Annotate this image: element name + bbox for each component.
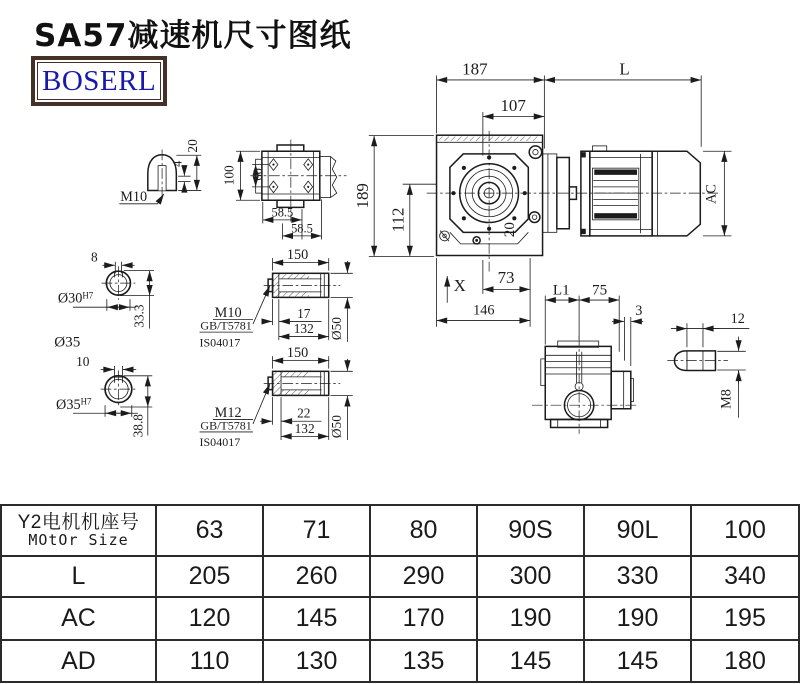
row-label: AD (1, 640, 156, 682)
table-cell: 100 (691, 505, 799, 556)
dim-146: 146 (473, 302, 495, 319)
table-cell: 145 (263, 597, 370, 640)
dim-75: 75 (592, 282, 608, 299)
std-gbt5781-a: GB/T5781 (200, 318, 252, 333)
thread-label-m12: M12 (214, 404, 242, 421)
row-label: L (1, 556, 156, 597)
table-row-AC (1, 597, 799, 640)
motor-size-header-cell (1, 505, 156, 556)
dim-X: X (453, 276, 466, 296)
dim-150-a: 150 (286, 247, 309, 264)
page-title: SA57减速机尺寸图纸 (34, 18, 352, 54)
table-cell: 130 (263, 640, 370, 682)
table-cell: 330 (584, 556, 691, 597)
table-cell: 190 (477, 597, 584, 640)
table-row-L (1, 556, 799, 597)
table-cell: 170 (370, 597, 477, 640)
dim-bore-30: $Ø30^{H7}$ (57, 290, 94, 307)
gearbox-front-view (532, 283, 643, 434)
table-cell: 110 (156, 640, 263, 682)
shaft-side-view-m10 (200, 247, 353, 349)
table-cell: 120 (156, 597, 263, 640)
dim-33-3: 33.3 (131, 304, 147, 328)
table-cell: 290 (370, 556, 477, 597)
table-cell: 205 (156, 556, 263, 597)
dim-od-50-a: Ø50 (329, 317, 345, 341)
table-cell: 135 (370, 640, 477, 682)
dim-58-5-a: 58.5 (271, 205, 294, 220)
dim-4: 4 (170, 160, 185, 167)
dim-60: 60 (250, 168, 265, 181)
shaft-tip-detail (667, 311, 749, 417)
table-cell: 145 (584, 640, 691, 682)
table-cell: 195 (691, 597, 799, 640)
row-label: AC (1, 597, 156, 640)
table-cell: 90S (477, 505, 584, 556)
dim-key-10: 10 (76, 353, 90, 369)
std-iso4017-a: IS04017 (199, 335, 241, 350)
table-header-row (1, 505, 799, 556)
table-cell: 80 (370, 505, 477, 556)
dim-M8: M8 (718, 389, 735, 409)
table-cell: 260 (263, 556, 370, 597)
std-iso4017-b: IS04017 (199, 435, 241, 450)
logo-text: BOSERL (42, 65, 157, 97)
dim-132-a: 132 (293, 321, 314, 337)
table-cell: 63 (156, 505, 263, 556)
dim-od-50-b: Ø50 (329, 415, 345, 439)
dim-150-b: 150 (286, 345, 309, 362)
thread-plug-detail (119, 139, 201, 205)
table-cell: 190 (584, 597, 691, 640)
motor-size-table (0, 504, 800, 683)
dim-187: 187 (462, 59, 488, 79)
dim-L: L (619, 59, 630, 79)
dim-22: 22 (297, 405, 311, 421)
std-gbt5781-b: GB/T5781 (200, 418, 252, 433)
table-cell: 145 (477, 640, 584, 682)
dim-od-35: Ø35 (54, 334, 81, 351)
header-en: MOtOr Size (28, 530, 129, 549)
dim-20-plug: 20 (184, 139, 200, 153)
dim-58-5-b: 58.5 (291, 221, 313, 236)
dim-38-8: 38.8 (130, 413, 146, 438)
header-cn: Y2电机机座号 (17, 511, 140, 533)
dim-key-8: 8 (91, 249, 98, 265)
dim-112: 112 (388, 207, 408, 233)
dim-17: 17 (297, 305, 311, 321)
gearmotor-side-view (353, 60, 732, 327)
dim-m10-label: M10 (120, 189, 148, 206)
dim-189: 189 (352, 183, 372, 209)
thread-label-m10: M10 (214, 304, 242, 321)
table-cell: 300 (477, 556, 584, 597)
dim-AC: AC (703, 184, 720, 204)
table-cell: 71 (263, 505, 370, 556)
dim-L1: L1 (552, 282, 570, 299)
bore-section-30 (54, 250, 154, 351)
dim-12: 12 (730, 311, 745, 328)
housing-top-view (221, 140, 346, 240)
table-cell: 180 (691, 640, 799, 682)
technical-drawing (0, 55, 800, 505)
dim-bore-35: $Ø35^{H7}$ (56, 396, 92, 413)
shaft-side-view-m12 (200, 345, 353, 449)
dim-20-main: 20 (502, 222, 519, 238)
dim-100: 100 (221, 165, 237, 186)
bore-section-35 (56, 354, 152, 437)
table-row-AD (1, 640, 799, 682)
dim-73: 73 (497, 268, 515, 288)
dim-107: 107 (500, 96, 526, 116)
table-cell: 90L (584, 505, 691, 556)
table-cell: 340 (691, 556, 799, 597)
dim-3: 3 (635, 303, 643, 320)
dim-132-b: 132 (294, 420, 315, 436)
